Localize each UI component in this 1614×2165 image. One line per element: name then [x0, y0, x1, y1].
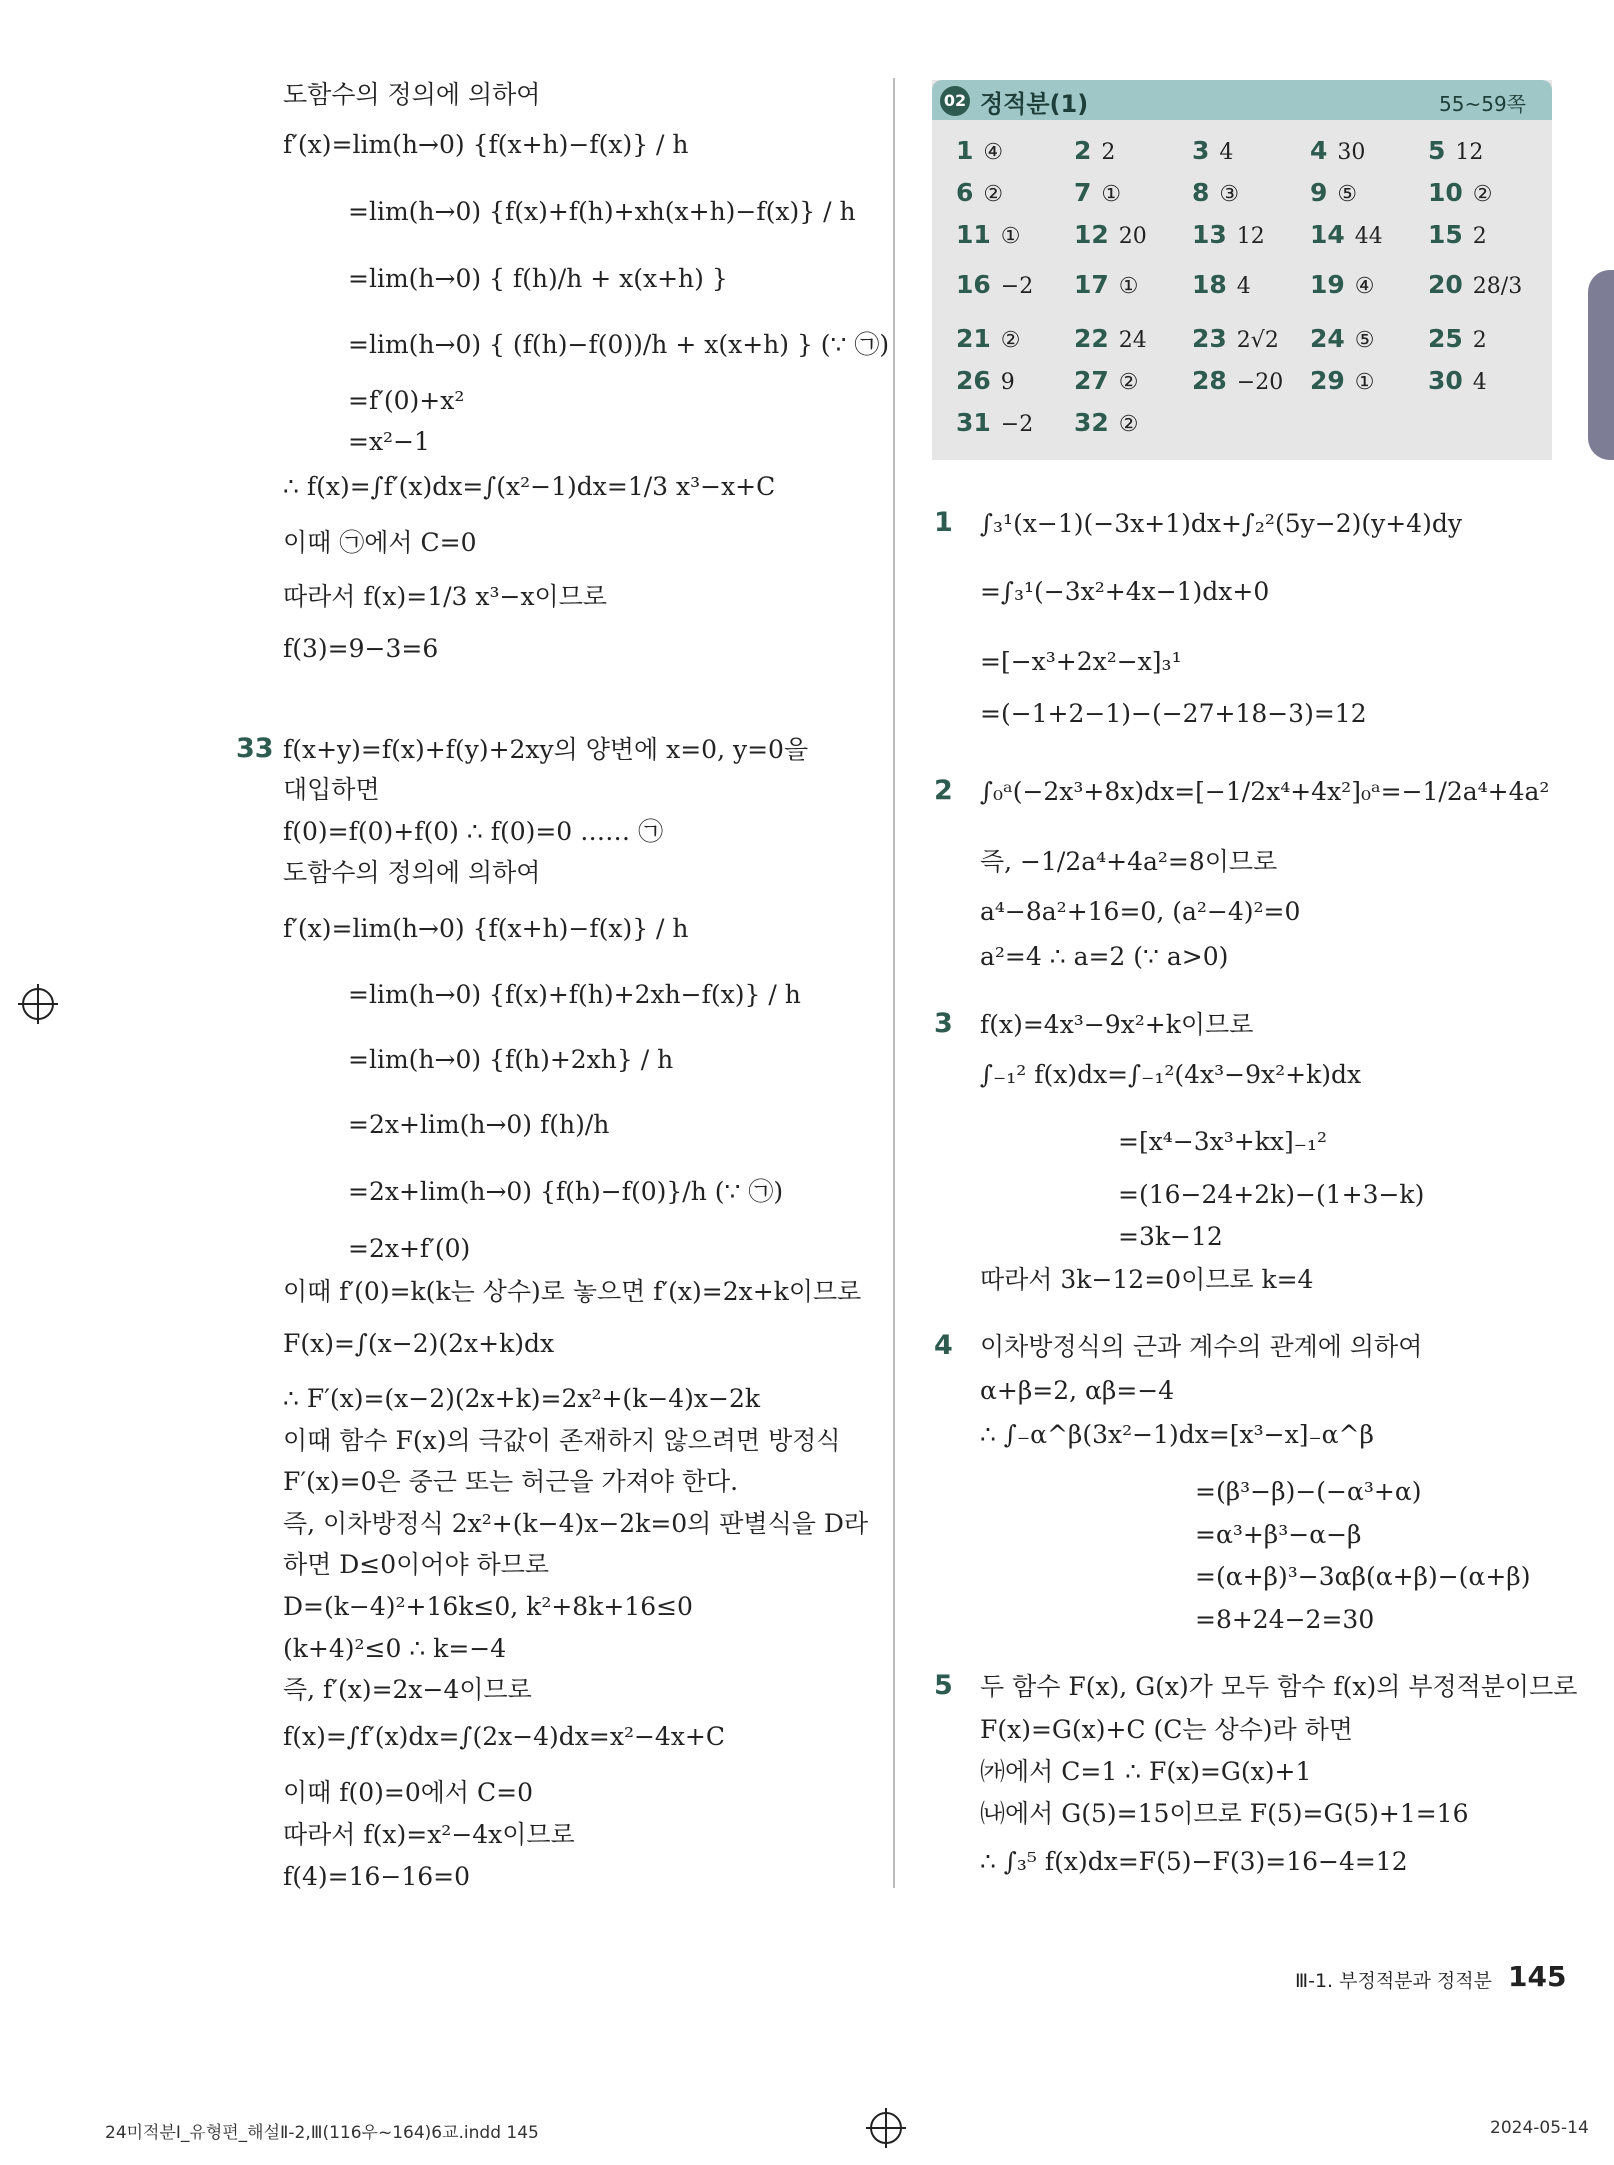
answer-value: 2 [1472, 224, 1487, 249]
solution-line: 따라서 f(x)=1/3 x³−x이므로 [283, 582, 608, 611]
answer-item [1192, 178, 1239, 207]
solution-33-line: 이때 함수 F(x)의 극값이 존재하지 않으려면 방정식 [283, 1426, 841, 1455]
solution-line: =[x⁴−3x³+kx]₋₁² [1118, 1127, 1327, 1156]
solution-33-line: 대입하면 [283, 775, 380, 804]
answer-number: 6 [956, 178, 974, 207]
answer-item [1192, 366, 1283, 395]
solution-33-line: 하면 D≤0이어야 하므로 [283, 1550, 549, 1579]
answer-value: −2 [1000, 274, 1034, 299]
answer-item [1428, 270, 1522, 299]
solution-33-line: =2x+lim(h→0) f(h)/h [348, 1110, 610, 1139]
solution-line: =(β³−β)−(−α³+α) [1195, 1477, 1422, 1506]
answer-number: 8 [1192, 178, 1210, 207]
solution-line: 도함수의 정의에 의하여 [283, 80, 541, 109]
answer-value: 12 [1236, 224, 1265, 249]
solution-33-line: =2x+lim(h→0) {f(h)−f(0)}/h (∵ ㉠) [348, 1177, 784, 1206]
answer-item [1310, 136, 1365, 165]
answer-number: 1 [956, 136, 974, 165]
answer-item [1192, 136, 1233, 165]
section-title: 정적분(1) [980, 90, 1089, 118]
answer-number: 31 [956, 408, 991, 437]
answer-value: 30 [1337, 140, 1366, 165]
solution-line: 이때 ㉠에서 C=0 [283, 528, 477, 557]
answer-value: 4 [1219, 140, 1234, 165]
answer-number: 15 [1428, 220, 1463, 249]
answer-value: ② [1472, 182, 1493, 207]
solution-line: =(α+β)³−3αβ(α+β)−(α+β) [1195, 1562, 1531, 1591]
solution-line: =α³+β³−α−β [1195, 1520, 1362, 1549]
answer-item [1074, 324, 1147, 353]
solution-33-line: 즉, f′(x)=2x−4이므로 [283, 1675, 532, 1704]
chapter-side-tab [1588, 270, 1614, 460]
answer-item [1074, 366, 1139, 395]
solution-33-line: f(4)=16−16=0 [283, 1862, 471, 1891]
answer-item [956, 178, 1003, 207]
solution-line: a⁴−8a²+16=0, (a²−4)²=0 [980, 897, 1301, 926]
page-range: 55~59쪽 [1439, 92, 1526, 116]
file-name: 24미적분Ⅰ_유형편_해설Ⅱ-2,Ⅲ(116우~164)6교.indd 145 [105, 2123, 539, 2143]
answer-number: 23 [1192, 324, 1227, 353]
answer-number: 10 [1428, 178, 1463, 207]
answer-number: 2 [1074, 136, 1092, 165]
solution-33-line: 도함수의 정의에 의하여 [283, 858, 541, 887]
answer-number: 29 [1310, 366, 1345, 395]
answer-number: 12 [1074, 220, 1109, 249]
answer-value: 2 [1101, 140, 1116, 165]
answer-item [1074, 408, 1139, 437]
answer-value: ② [1118, 412, 1139, 437]
solution-33-line: f(0)=f(0)+f(0) ∴ f(0)=0 …… ㉠ [283, 817, 664, 846]
answer-value: ② [983, 182, 1004, 207]
solution-line: =lim(h→0) {f(x)+f(h)+xh(x+h)−f(x)} / h [348, 197, 856, 226]
column-divider [893, 78, 895, 1888]
answer-value: 2√2 [1236, 328, 1279, 353]
solution-line: ∴ ∫₃⁵ f(x)dx=F(5)−F(3)=16−4=12 [980, 1847, 1408, 1876]
answer-number: 22 [1074, 324, 1109, 353]
solution-number: 3 [934, 1008, 953, 1039]
answer-value: ③ [1219, 182, 1240, 207]
solution-33-line: ∴ F′(x)=(x−2)(2x+k)=2x²+(k−4)x−2k [283, 1384, 761, 1413]
answer-value: ② [1000, 328, 1021, 353]
answer-number: 21 [956, 324, 991, 353]
answer-value: ① [1118, 274, 1139, 299]
solution-line: a²=4 ∴ a=2 (∵ a>0) [980, 942, 1229, 971]
answer-item [1310, 366, 1375, 395]
answer-number: 28 [1192, 366, 1227, 395]
solution-line: ∫₀ᵃ(−2x³+8x)dx=[−1/2x⁴+4x²]₀ᵃ=−1/2a⁴+4a² [980, 777, 1550, 806]
answer-item [1428, 324, 1487, 353]
answer-number: 19 [1310, 270, 1345, 299]
solution-line: f′(x)=lim(h→0) {f(x+h)−f(x)} / h [283, 130, 689, 159]
solution-number: 5 [934, 1670, 953, 1701]
answer-number: 32 [1074, 408, 1109, 437]
answer-item [956, 270, 1033, 299]
solution-33-line: =lim(h→0) {f(x)+f(h)+2xh−f(x)} / h [348, 980, 801, 1009]
answer-number: 24 [1310, 324, 1345, 353]
solution-line: 따라서 3k−12=0이므로 k=4 [980, 1265, 1314, 1294]
answer-value: 20 [1118, 224, 1147, 249]
solution-line: ㈏에서 G(5)=15이므로 F(5)=G(5)+1=16 [980, 1799, 1469, 1828]
answer-number: 16 [956, 270, 991, 299]
solution-number: 2 [934, 775, 953, 806]
answer-item [1428, 178, 1493, 207]
answer-item [1192, 324, 1279, 353]
answer-number: 4 [1310, 136, 1328, 165]
solution-33-line: D=(k−4)²+16k≤0, k²+8k+16≤0 [283, 1592, 693, 1621]
solution-line: ∴ f(x)=∫f′(x)dx=∫(x²−1)dx=1/3 x³−x+C [283, 472, 776, 501]
answer-value: 4 [1472, 370, 1487, 395]
answer-value: ④ [983, 140, 1004, 165]
solution-line: =f′(0)+x² [348, 386, 465, 415]
solution-33-line: f′(x)=lim(h→0) {f(x+h)−f(x)} / h [283, 914, 689, 943]
solution-33-line: F′(x)=0은 중근 또는 허근을 가져야 한다. [283, 1467, 739, 1496]
solution-33-line: =lim(h→0) {f(h)+2xh} / h [348, 1045, 674, 1074]
solution-33-line: 이때 f(0)=0에서 C=0 [283, 1778, 533, 1807]
solution-line: =(−1+2−1)−(−27+18−3)=12 [980, 699, 1367, 728]
solution-line: f(x)=4x³−9x²+k이므로 [980, 1010, 1254, 1039]
solution-33-line: f(x+y)=f(x)+f(y)+2xy의 양변에 x=0, y=0을 [283, 735, 809, 764]
answer-item [956, 136, 1003, 165]
answer-item [956, 408, 1033, 437]
answer-value: ① [1354, 370, 1375, 395]
answer-value: ④ [1354, 274, 1375, 299]
answer-number: 9 [1310, 178, 1328, 207]
solution-line: =[−x³+2x²−x]₃¹ [980, 647, 1182, 676]
answer-value: 28/3 [1472, 274, 1523, 299]
solution-line: =8+24−2=30 [1195, 1605, 1375, 1634]
solution-line: f(3)=9−3=6 [283, 634, 439, 663]
answer-value: ⑤ [1354, 328, 1375, 353]
solution-line: α+β=2, αβ=−4 [980, 1376, 1175, 1405]
solution-line: ∫₃¹(x−1)(−3x+1)dx+∫₂²(5y−2)(y+4)dy [980, 509, 1462, 538]
answer-value: 44 [1354, 224, 1383, 249]
answer-item [1428, 366, 1487, 395]
answer-item [1310, 324, 1375, 353]
answer-value: 9 [1000, 370, 1015, 395]
solution-line: =x²−1 [348, 427, 430, 456]
answer-summary-box [932, 80, 1552, 460]
solution-line: =3k−12 [1118, 1222, 1223, 1251]
answer-value: ⑤ [1337, 182, 1358, 207]
answer-value: ① [1101, 182, 1122, 207]
answer-number: 7 [1074, 178, 1092, 207]
answer-item [1074, 136, 1115, 165]
solution-number: 1 [934, 507, 953, 538]
solution-line: ∴ ∫₋α^β(3x²−1)dx=[x³−x]₋α^β [980, 1420, 1374, 1449]
answer-value: 4 [1236, 274, 1251, 299]
section-badge: 02 [940, 86, 970, 116]
answer-value: ① [1000, 224, 1021, 249]
solution-33-line: F(x)=∫(x−2)(2x+k)dx [283, 1329, 555, 1358]
answer-item [956, 324, 1021, 353]
answer-number: 18 [1192, 270, 1227, 299]
answer-number: 3 [1192, 136, 1210, 165]
answer-value: 24 [1118, 328, 1147, 353]
solution-line: =(16−24+2k)−(1+3−k) [1118, 1180, 1425, 1209]
solution-line: ㈎에서 C=1 ∴ F(x)=G(x)+1 [980, 1757, 1312, 1786]
print-date: 2024-05-14 [1490, 2118, 1589, 2138]
answer-value: ② [1118, 370, 1139, 395]
answer-number: 20 [1428, 270, 1463, 299]
answer-item [1310, 270, 1375, 299]
solution-33-line: =2x+f′(0) [348, 1234, 471, 1263]
solution-33-line: 이때 f′(0)=k(k는 상수)로 놓으면 f′(x)=2x+k이므로 [283, 1277, 862, 1306]
answer-item [956, 220, 1021, 249]
registration-mark-icon [870, 2112, 902, 2144]
answer-number: 25 [1428, 324, 1463, 353]
registration-mark-icon [22, 988, 54, 1020]
answer-value: −20 [1236, 370, 1284, 395]
answer-number: 5 [1428, 136, 1446, 165]
solution-line: =∫₃¹(−3x²+4x−1)dx+0 [980, 577, 1270, 606]
answer-value: −2 [1000, 412, 1034, 437]
answer-number: 30 [1428, 366, 1463, 395]
solution-line: 이차방정식의 근과 계수의 관계에 의하여 [980, 1332, 1423, 1361]
answer-item [956, 366, 1015, 395]
answer-item [1074, 220, 1147, 249]
solution-33-line: (k+4)²≤0 ∴ k=−4 [283, 1634, 507, 1663]
answer-number: 17 [1074, 270, 1109, 299]
page-number: 145 [1508, 1960, 1567, 1993]
answer-item [1074, 270, 1139, 299]
answer-value: 12 [1455, 140, 1484, 165]
solution-line: 두 함수 F(x), G(x)가 모두 함수 f(x)의 부정적분이므로 [980, 1672, 1578, 1701]
problem-33-number: 33 [236, 733, 274, 764]
answer-number: 11 [956, 220, 991, 249]
solution-line: =lim(h→0) { (f(h)−f(0))/h + x(x+h) } (∵ ㉠) [348, 330, 890, 359]
answer-item [1074, 178, 1121, 207]
answer-box-header [932, 80, 1552, 120]
answer-number: 27 [1074, 366, 1109, 395]
answer-number: 13 [1192, 220, 1227, 249]
answer-item [1428, 136, 1483, 165]
solution-33-line: 즉, 이차방정식 2x²+(k−4)x−2k=0의 판별식을 D라 [283, 1509, 869, 1538]
answer-item [1428, 220, 1487, 249]
solution-line: ∫₋₁² f(x)dx=∫₋₁²(4x³−9x²+k)dx [980, 1060, 1362, 1089]
solution-line: F(x)=G(x)+C (C는 상수)라 하면 [980, 1715, 1353, 1744]
answer-item [1192, 270, 1251, 299]
answer-number: 14 [1310, 220, 1345, 249]
solution-line: =lim(h→0) { f(h)/h + x(x+h) } [348, 264, 728, 293]
answer-number: 26 [956, 366, 991, 395]
answer-value: 2 [1472, 328, 1487, 353]
solution-number: 4 [934, 1330, 953, 1361]
solution-line: 즉, −1/2a⁴+4a²=8이므로 [980, 847, 1278, 876]
answer-item [1310, 178, 1357, 207]
solution-33-line: 따라서 f(x)=x²−4x이므로 [283, 1820, 575, 1849]
solution-33-line: f(x)=∫f′(x)dx=∫(2x−4)dx=x²−4x+C [283, 1722, 726, 1751]
answer-item [1310, 220, 1383, 249]
section-label: Ⅲ-1. 부정적분과 정적분 [1295, 1970, 1492, 1992]
answer-item [1192, 220, 1265, 249]
